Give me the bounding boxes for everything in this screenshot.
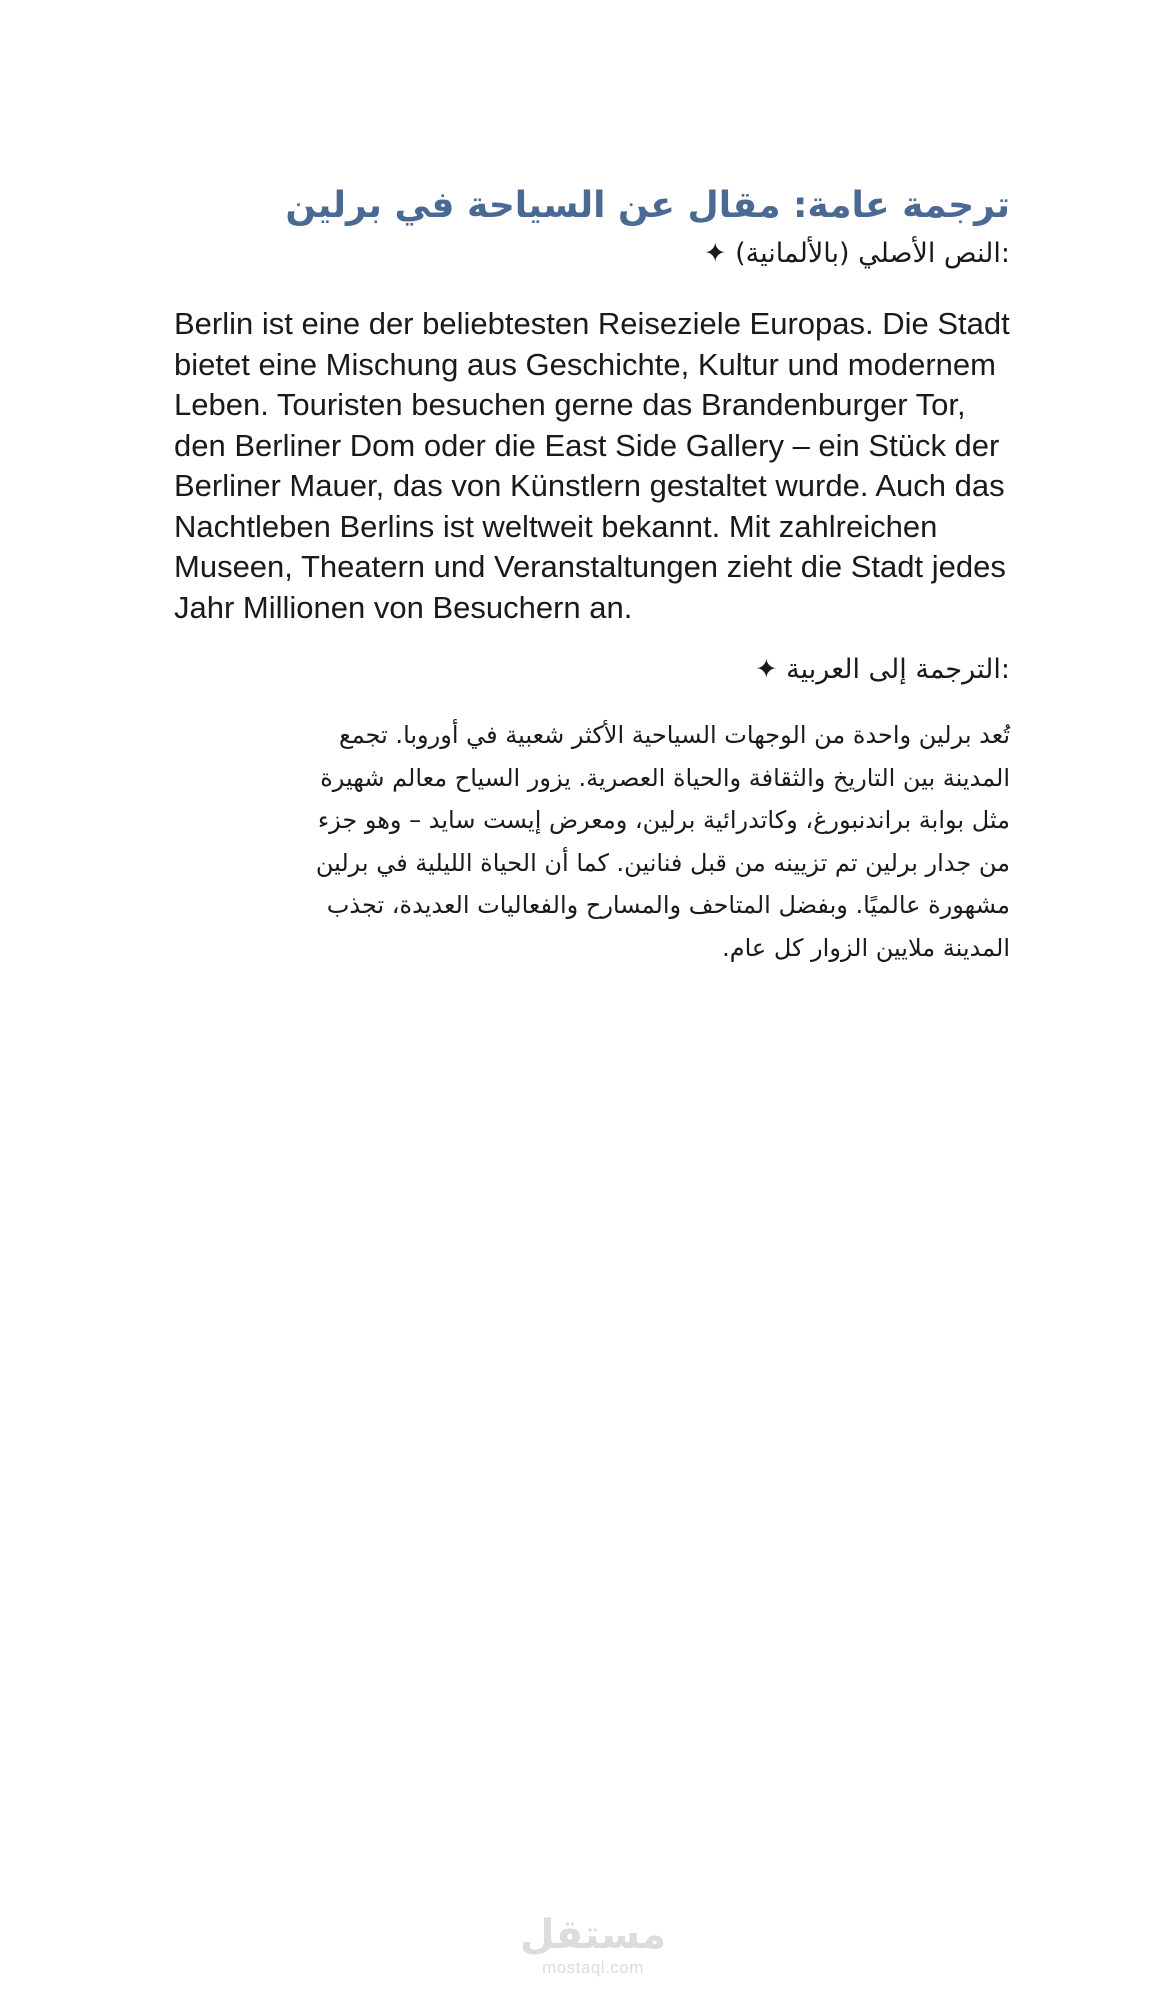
- watermark-url: mostaql.com: [542, 1958, 644, 1977]
- original-text-label: ✦ النص الأصلي (بالألمانية):: [703, 238, 1010, 269]
- mostaql-watermark: [518, 1912, 668, 1978]
- arabic-line: تُعد برلين واحدة من الوجهات السياحية الأكثر شعبية في أوروبا. تجمع: [338, 721, 1010, 749]
- arabic-line: مثل بوابة براندنبورغ، وكاتدرائية برلين، ومعرض إيست سايد – وهو جزء: [317, 806, 1010, 834]
- arabic-line: من جدار برلين تم تزيينه من قبل فنانين. كما أن الحياة الليلية في برلين: [315, 848, 1010, 877]
- article-title: ترجمة عامة: مقال عن السياحة في برلين: [285, 185, 1010, 226]
- arabic-translation-label: ✦ الترجمة إلى العربية:: [754, 654, 1010, 685]
- arabic-line: المدينة بين التاريخ والثقافة والحياة العصرية. يزور السياح معالم شهيرة: [320, 763, 1010, 792]
- arabic-line: مشهورة عالميًا. وبفضل المتاحف والمسارح والفعاليات العديدة، تجذب: [326, 891, 1010, 919]
- german-paragraph: Berlin ist eine der beliebtesten Reiseziele Europas. Die Stadt bietet eine Mischung aus Geschichte, Kultur und modernem Leben. Touristen besuchen gerne das Brandenburger Tor, den Berliner Dom oder die East Side Gallery – ein Stück der Berliner Mauer, das von Künstlern gestaltet wurde. Auch das Nachtleben Berlins ist weltweit bekannt. Mit zahlreichen Museen, Theatern und Veranstaltungen zieht die Stadt jedes Jahr Millionen von Besuchern an.: [174, 306, 1010, 625]
- article: [174, 178, 1010, 969]
- arabic-paragraph: [174, 714, 1010, 969]
- watermark-logo: مستقل: [519, 1912, 667, 1958]
- arabic-line: المدينة ملايين الزوار كل عام.: [722, 933, 1010, 962]
